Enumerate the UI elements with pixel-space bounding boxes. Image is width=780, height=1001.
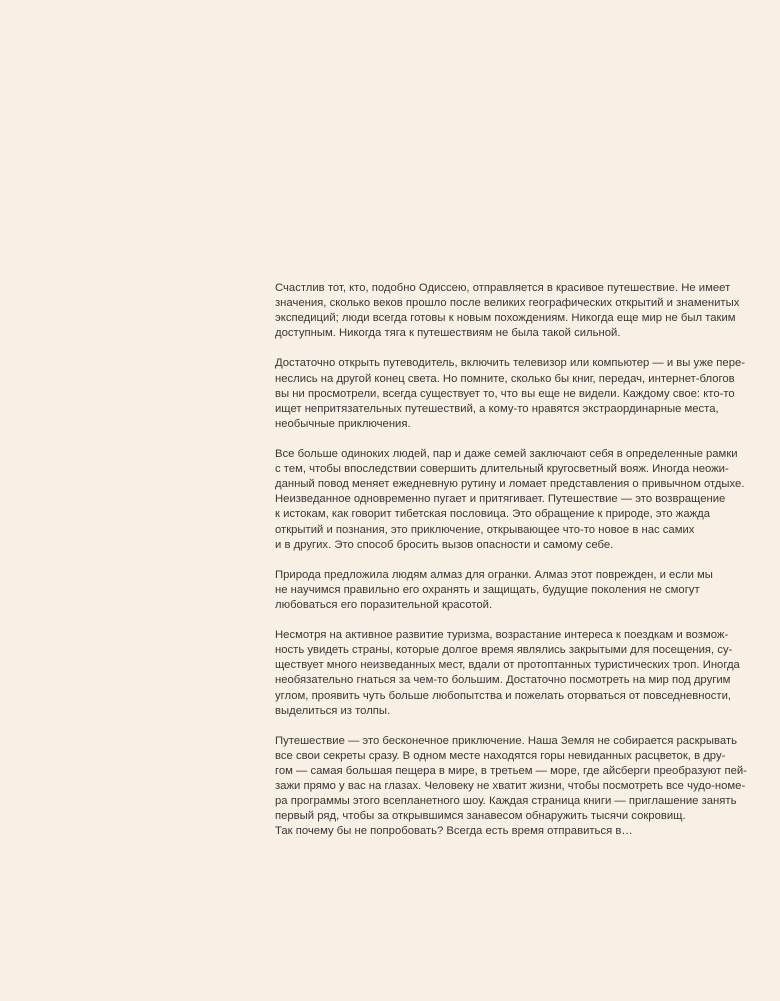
text-line: необязательно гнаться за чем-то большим. Достаточно посмотреть на мир под другим [275,674,731,687]
text-line: Так почему бы не попробовать? Всегда есть время отправиться в… [275,825,633,838]
text-line: неслись на другой конец света. Но помните, сколько бы книг, передач, интернет-блогов [275,372,735,385]
text-line: доступным. Никогда тяга к путешествиям не была такой сильной. [275,327,621,340]
text-line: выделиться из толпы. [275,704,391,717]
text-line: открытий и познания, это приключение, открывающее что-то новое в нас самих [275,523,695,536]
text-line: зажи прямо у вас на глазах. Человеку не хватит жизни, чтобы посмотреть все чудо-номе- [275,780,746,793]
text-line: Путешествие — это бесконечное приключение. Наша Земля не собирается раскрывать [275,734,737,747]
text-line: гом — самая большая пещера в мире, в третьем — море, где айсберги преобразуют пей- [275,765,747,777]
text-line: углом, проявить чуть больше любопытства и пожелать оторваться от повседневности, [275,689,732,702]
text-line: к истокам, как говорит тибетская пословица. Это обращение к природе, это жажда [275,508,711,521]
text-line: все свои секреты сразу. В одном месте находятся горы невиданных расцветок, в дру- [275,749,726,762]
text-line: Несмотря на активное развитие туризма, возрастание интереса к поездкам и возмож- [275,629,729,642]
text-line: Счастлив тот, кто, подобно Одиссею, отправляется в красивое путешествие. Не имеет [275,282,731,294]
text-line: Природа предложила людям алмаз для огранки. Алмаз этот поврежден, и если мы [275,568,713,581]
paragraph-1 [275,281,740,341]
body-text [275,281,747,839]
text-line: экспедиций; люди всегда готовы к новым похождениям. Никогда еще мир не был таким [275,312,736,325]
text-line: Достаточно открыть путеводитель, включить телевизор или компьютер — и вы уже пере- [275,357,746,370]
paragraph-4 [275,568,735,613]
paragraph-3 [275,447,745,553]
text-line: ра программы этого всепланетного шоу. Каждая страница книги — приглашение занять [275,795,737,808]
text-line: первый ряд, чтобы за открывшимся занавесом обнаружить тысячи сокровищ. [275,810,686,823]
text-line: ищет непритязательных путешествий, а кому-то нравятся экстраординарные места, [275,402,719,415]
text-line: данный повод меняет ежедневную рутину и ломает представления о привычном отдыхе. [275,478,745,491]
paragraph-5 [275,628,740,719]
text-line: не научимся правильно его охранять и защищать, будущие поколения не смогут [275,583,700,596]
text-line: значения, сколько веков прошло после великих географических открытий и знаменитых [275,297,740,310]
text-line: с тем, чтобы впоследствии совершить длительный кругосветный вояж. Иногда неожи- [275,463,729,476]
text-line: ществует много неизведанных мест, вдали от протоптанных туристических троп. Иногда [275,659,740,672]
text-line: любоваться его поразительной красотой. [275,598,493,611]
text-line: необычные приключения. [275,417,411,430]
paragraph-2 [275,356,746,431]
text-line: Все больше одиноких людей, пар и даже семей заключают себя в определенные рамки [275,448,738,461]
paragraph-6 [275,734,747,840]
text-line: и в других. Это способ бросить вызов опасности и самому себе. [275,538,614,551]
text-line: вы ни просмотрели, всегда существует то, что вы еще не видели. Каждому свое: кто-то [275,387,735,400]
text-line: ность увидеть страны, которые долгое время являлись закрытыми для посещения, су- [275,644,733,657]
text-line: Неизведанное одновременно пугает и притягивает. Путешествие — это возвращение [275,493,726,506]
